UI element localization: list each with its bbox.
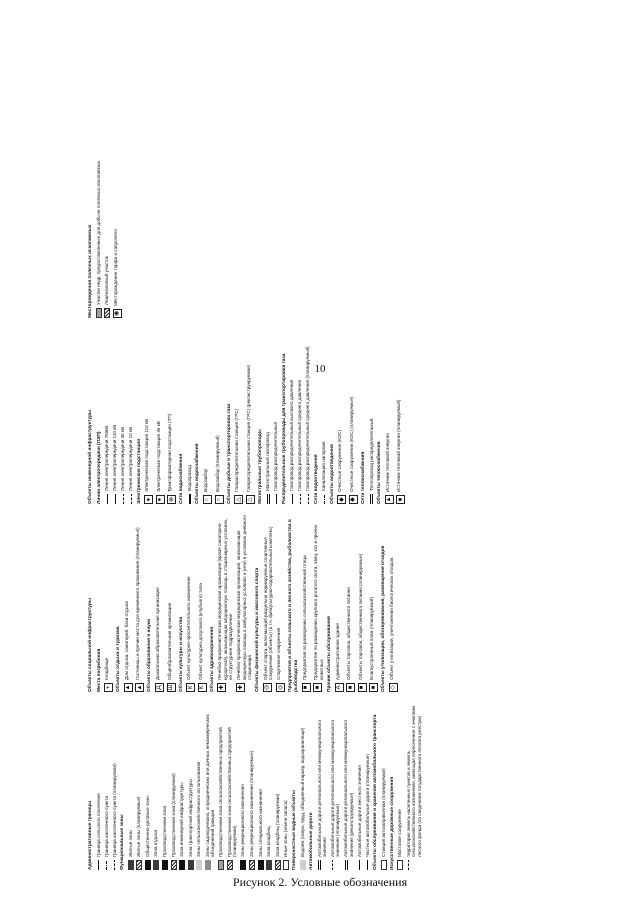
legend-section-heading: Объекты социальной инфраструктуры — [88, 598, 93, 692]
legend-item — [198, 514, 207, 692]
legend-item — [217, 514, 233, 692]
legend-swatch — [106, 860, 107, 870]
legend-swatch — [162, 860, 168, 870]
legend-label: Газопровод распределительный среднего давления — [297, 379, 303, 491]
legend-symbol-icon: А — [335, 683, 344, 692]
legend-label: Жилые зоны — [127, 829, 133, 857]
legend-item — [205, 702, 216, 870]
legend-item — [104, 329, 109, 504]
legend-symbol-icon: ■ — [313, 683, 322, 692]
legend-section-heading: Объекты утилизации, обезвреживания, размещения отходов — [381, 545, 387, 692]
legend-swatch — [276, 494, 277, 504]
legend-section-heading: Месторождения полезных ископаемых — [88, 224, 93, 318]
legend-label: Объекты торговли, общественного питания — [346, 587, 352, 680]
legend-item — [343, 702, 354, 870]
legend-section-heading: Искусственные дорожные сооружения — [389, 776, 395, 870]
legend-item — [236, 514, 252, 692]
legend-symbol-icon: ✚ — [237, 684, 244, 691]
legend-symbol-icon: ● — [144, 495, 153, 504]
legend-symbol-icon: △ — [246, 495, 255, 504]
legend-item — [406, 702, 422, 870]
legend-item — [346, 514, 355, 692]
legend-label: Граница населенного пункта (планируемая) — [111, 763, 117, 857]
legend-swatch — [308, 494, 309, 504]
legend-label: Зоны рекреационного назначения — [240, 784, 246, 857]
legend-label: Граница сельского поселения — [95, 793, 101, 857]
legend-swatch — [153, 860, 159, 870]
legend-item — [153, 702, 159, 870]
legend-label: Линия электропередачи 750кВ — [104, 425, 110, 491]
legend-symbol-icon: ■ — [358, 683, 367, 692]
legend-symbol-icon: ○ — [203, 495, 212, 504]
legend-item — [96, 702, 101, 870]
legend-swatch — [240, 860, 246, 870]
legend-item — [203, 329, 212, 504]
legend-label: Зоны специального назначения — [257, 789, 263, 857]
legend-label: Зоны садоводческих, огороднических или дачных некоммерческих объединений граждан — [204, 714, 216, 857]
legend-item — [369, 514, 378, 692]
legend-label: Источник тепловой энергии (планируемый) — [396, 399, 402, 492]
legend-symbol-icon: ✚ — [218, 684, 225, 691]
legend-section-heading: Линии электропередачи (ЛЭП) — [96, 431, 102, 504]
legend-label: Дом отдыха, санаторий, база отдыха — [123, 601, 129, 680]
legend-column-4 — [85, 160, 124, 318]
legend-symbol-icon: ◆ — [337, 495, 346, 504]
legend-label: Зона транспортной инфраструктуры — [187, 779, 193, 857]
legend-section-heading: Автомобильные дороги — [308, 812, 314, 870]
legend-swatch — [205, 860, 211, 870]
legend-label: Автомобильные дороги регионального или межмуниципального значения (реконструируемые) — [343, 719, 354, 857]
legend-item — [167, 514, 176, 692]
legend-item — [162, 702, 168, 870]
legend-item — [218, 702, 224, 870]
legend-label: Очистные сооружения (КОС) (планируемые) — [348, 396, 354, 492]
legend-label: Водопровод — [186, 465, 192, 491]
legend-label: Объект культурно-досугового (клубного) типа — [197, 583, 203, 680]
legend-section-heading: Административные границы — [88, 800, 93, 870]
legend-item — [321, 329, 326, 504]
legend-item — [297, 329, 302, 504]
legend-symbol-icon: ◎ — [264, 684, 271, 691]
legend-item — [215, 329, 224, 504]
legend-label: Источник тепловой энергии — [384, 433, 390, 492]
legend-swatch — [367, 860, 368, 870]
legend-item — [136, 702, 142, 870]
legend-section-heading: Объекты отдыха и туризма — [116, 626, 122, 692]
legend-item — [265, 329, 270, 504]
legend-item — [258, 702, 264, 870]
legend-item — [120, 329, 125, 504]
legend-item — [227, 702, 238, 870]
legend-item — [313, 514, 324, 692]
legend-section-heading: Функциональные зоны — [120, 814, 125, 870]
legend-swatch — [104, 308, 110, 318]
legend-item — [302, 514, 311, 692]
legend-label: Автомобильные дороги регионального или межмуниципального значения — [316, 719, 327, 857]
legend-label: Участки недр, предоставленные для добычи полезных ископаемых — [95, 160, 101, 305]
legend-item — [283, 702, 289, 870]
legend-label: Автомобильные дороги регионального или межмуниципального значения (планируемые) — [329, 719, 341, 857]
legend-item — [357, 702, 362, 870]
legend-symbol-icon: ■ — [396, 495, 405, 504]
legend-label: Общественно-деловые зоны — [144, 795, 150, 857]
legend-section-heading: Сети водоотведения — [313, 454, 319, 504]
legend-swatch — [136, 860, 142, 870]
legend-section-heading: Объекты водоснабжения — [195, 443, 201, 504]
legend-symbol-icon: ⊗ — [168, 496, 175, 503]
legend-item — [300, 702, 306, 870]
legend-label: Линия электропередачи 35 кВ — [120, 426, 126, 491]
legend-label: Водозабор (планируемый) — [214, 435, 220, 492]
legend-symbol-icon: Ш — [168, 684, 175, 691]
legend-symbol-icon: К — [186, 683, 195, 692]
legend-swatch — [359, 860, 360, 870]
legend-label: Гостиницы и прочие места для временного проживания (планируемые) — [135, 527, 141, 680]
legend-item — [124, 514, 133, 692]
legend-item — [145, 702, 151, 870]
legend-item — [156, 329, 165, 504]
legend-label: Зона отдыха — [153, 830, 159, 857]
legend-symbol-icon: ▲ — [136, 684, 143, 691]
legend-section-heading: Объекты обслуживания и хранения автомобильного транспорта — [373, 714, 379, 870]
legend-item — [188, 702, 194, 870]
legend-label: Кладбище — [104, 657, 110, 680]
legend-item — [128, 329, 133, 504]
legend-label: Производственная зона (планируемая) — [170, 773, 176, 857]
legend-section-heading: Объекты образования и науки — [147, 618, 153, 692]
legend-sheet — [85, 160, 555, 870]
legend-item — [385, 329, 394, 504]
legend-label: Лечебно-профилактическая медицинская организация (кроме санаторно-курортной), оказывающая медицинскую помощь в стационарных условиях, ее структурное подразделение — [217, 518, 234, 680]
legend-section-heading: Предприятия и объекты сельского и лесного хозяйства, рыболовства и рыбоводства — [288, 519, 299, 692]
legend-label: Граница населенного пункта — [103, 796, 109, 857]
legend-label: Частные автомобильные дороги (планируемые) — [364, 754, 370, 857]
legend-label: Газораспределительная станция (ГРС) — [234, 408, 240, 492]
legend-label: Зона кладбищ (планируемая) — [274, 793, 280, 857]
page-number: 10 — [314, 363, 326, 375]
legend-item — [263, 514, 274, 692]
legend-swatch — [397, 860, 403, 870]
legend-section-heading: Электрические подстанции — [136, 438, 142, 504]
legend-label: Газопровод распределительный — [273, 422, 279, 491]
legend-label: Очистные сооружения (КОС) — [337, 430, 343, 492]
legend-label: Производственная зона сельскохозяйственных предприятий (планируемая) — [226, 727, 238, 857]
legend-label: Производственная зона — [161, 805, 167, 857]
legend-swatch — [300, 494, 301, 504]
legend-section-heading: Распределительные трубопроводы для транспортировки газа — [281, 353, 287, 504]
legend-swatch — [408, 860, 409, 870]
legend-swatch — [115, 494, 116, 504]
legend-item — [330, 702, 341, 870]
legend-swatch — [249, 860, 255, 870]
legend-label: Электрическая подстанция 35 кВ — [155, 421, 161, 492]
legend-symbol-icon: ● — [156, 495, 165, 504]
legend-symbol-icon: ■ — [302, 683, 311, 692]
legend-item — [179, 702, 185, 870]
legend-swatch — [258, 860, 264, 870]
legend-label: Газопровод распределительный высокого давления — [289, 379, 295, 491]
legend-label: Спортивное сооружение — [276, 627, 282, 680]
legend-item — [167, 329, 176, 504]
legend-label: Месторождения торфа и сапропеля — [112, 229, 118, 306]
legend-symbol-icon: + — [104, 683, 113, 692]
legend-item — [266, 702, 272, 870]
legend-symbol-icon: Д — [155, 683, 164, 692]
legend-section-heading: Сети водоснабжения — [179, 453, 185, 504]
legend-swatch — [114, 860, 115, 870]
legend-swatch — [370, 494, 373, 504]
legend-swatch — [128, 860, 134, 870]
legend-item — [289, 329, 294, 504]
legend-swatch — [131, 494, 132, 504]
legend-label: Объекты торговли, общественного питания (планируемые) — [357, 553, 363, 680]
legend-label: Водоем (озеро, пруд, обводненный карьер, водохранилище) — [299, 727, 305, 857]
legend-symbol-icon: △ — [234, 495, 243, 504]
legend-item — [305, 329, 310, 504]
legend-label: Станция автозаправочная (планируемая) — [380, 768, 386, 857]
legend-swatch — [179, 860, 185, 870]
legend-item — [358, 514, 367, 692]
legend-item — [397, 702, 403, 870]
legend-label: Предприятие по разведению крупного рогатого скота, овец, коз и прочих животных — [313, 524, 324, 680]
legend-label: Газопровод распределительный среднего давления (планируемый) — [305, 346, 311, 491]
legend-item — [112, 329, 117, 504]
legend-label: Производственная зона сельскохозяйственных предприятий — [218, 727, 224, 857]
legend-swatch — [98, 860, 99, 870]
legend-swatch — [345, 860, 348, 870]
legend-section-heading: Объекты культуры и искусства — [178, 616, 184, 692]
legend-item — [249, 702, 255, 870]
legend-section-heading: Места погребения — [96, 648, 102, 692]
legend-item — [104, 702, 109, 870]
legend-item — [246, 329, 255, 504]
legend-label: Зоны рекреационного назначения (планируемые) — [248, 750, 254, 857]
legend-symbol-icon: К — [198, 683, 207, 692]
legend-item — [104, 514, 113, 692]
legend-swatch — [218, 860, 224, 870]
legend-label: Автомобильные дороги местного значения — [356, 765, 362, 857]
legend-label: Зона кладбищ — [266, 826, 272, 857]
legend-item — [171, 702, 177, 870]
legend-swatch — [171, 860, 177, 870]
legend-item — [276, 514, 285, 692]
legend-item — [135, 514, 144, 692]
legend-label: Канализация напорная — [321, 441, 327, 491]
legend-section-heading: Поверхностные водные объекты — [292, 790, 298, 870]
legend-swatch — [196, 860, 202, 870]
legend-item — [275, 702, 281, 870]
legend-label: Электрическая подстанция 110 кВ — [144, 418, 150, 492]
legend-label: Трансформаторная подстанция (ТП) — [167, 413, 173, 492]
legend-item — [317, 702, 328, 870]
legend-section-heading: Объекты здравоохранения — [209, 626, 215, 692]
legend-section-heading: Объекты физической культуры и массового спорта — [255, 567, 261, 692]
legend-label: Жилые зоны (планируемые) — [136, 796, 142, 857]
legend-swatch — [188, 860, 194, 870]
legend-item — [113, 160, 122, 318]
legend-swatch — [145, 860, 151, 870]
legend-item — [365, 702, 370, 870]
legend-label: Лицензионный участок — [104, 256, 110, 305]
legend-section-heading: Объекты водоотведения — [329, 444, 335, 504]
legend-symbol-icon: ■ — [369, 683, 378, 692]
legend-section-heading: Сети теплоснабжения — [360, 451, 366, 504]
legend-item — [186, 514, 195, 692]
legend-swatch — [266, 860, 272, 870]
legend-item — [396, 329, 405, 504]
legend-swatch — [189, 494, 190, 504]
legend-swatch — [275, 860, 281, 870]
legend-symbol-icon: ◉ — [114, 310, 121, 317]
legend-symbol-icon: ◇ — [389, 683, 398, 692]
legend-label: Лечебно-профилактическая медицинская организация, оказывающая медицинскую помощь в амбулаторных условиях и (или) в условиях дневного стационара — [236, 515, 252, 680]
legend-label: Дошкольная образовательная организация — [154, 587, 160, 680]
legend-item — [155, 514, 164, 692]
legend-swatch — [283, 860, 289, 870]
legend-section-heading: Магистральные трубопроводы — [257, 429, 263, 504]
legend-label: Административное здание — [334, 623, 340, 680]
legend-item — [196, 702, 202, 870]
legend-item — [234, 329, 243, 504]
legend-item — [349, 329, 358, 504]
legend-label: Благоустроенный пляж (планируемый) — [369, 596, 375, 680]
legend-item — [128, 702, 134, 870]
legend-symbol-icon: ◆ — [349, 495, 358, 504]
legend-label: Магистральный газопровод — [265, 432, 271, 491]
figure-caption: Рисунок 2. Условные обозначения — [232, 875, 408, 889]
legend-label: Объект утилизации, уничтожения биологических отходов — [388, 557, 394, 680]
legend-section-heading: Прочие объекты обслуживания — [326, 616, 332, 692]
legend-label: Объект спорта, включающий раздельно нормируемые спортивные сооружения (объекты) (в т.ч. физкультурно-оздоровительный комплекс) — [262, 526, 274, 680]
legend-item — [104, 160, 110, 318]
legend-label: Водозабор — [202, 468, 208, 492]
legend-item — [96, 160, 102, 318]
legend-label: Теплопровод распределительный — [368, 418, 374, 491]
legend-swatch — [324, 494, 325, 504]
legend-label: Газораспределительная станция (ГРС) (реконструируемая) — [245, 364, 251, 492]
legend-section-heading: Объекты инженерной инфраструктуры — [88, 409, 93, 504]
legend-swatch — [96, 308, 102, 318]
legend-label: Зоны сельскохозяйственного использования — [196, 761, 202, 857]
legend-swatch — [300, 860, 306, 870]
legend-label: Зона инженерной инфраструктуры — [179, 782, 185, 857]
legend-swatch — [292, 494, 293, 504]
legend-label: Линия электропередачи 10 кВ — [128, 426, 134, 491]
legend-item — [187, 329, 192, 504]
legend-label: Предприятия по разведению сельскохозяйственной птицы — [301, 554, 307, 680]
legend-symbol-icon: ▲ — [125, 684, 132, 691]
legend-swatch — [332, 860, 333, 870]
legend-swatch — [318, 860, 321, 870]
legend-column-1 — [85, 702, 425, 870]
legend-label: Объект культурно-просветительного назначения — [186, 576, 192, 680]
legend-label: территория земель населенных пунктов и земель сельскохозяйственного назначения, имеющая пересечение с землями лесного фонда (по сведениям государственного лесного реестра) — [405, 706, 422, 857]
legend-item — [369, 329, 374, 504]
legend-item — [240, 702, 246, 870]
legend-section-heading: Объекты теплоснабжения — [376, 441, 382, 504]
legend-item — [389, 514, 398, 692]
legend-swatch — [123, 494, 124, 504]
legend-label: Линия электропередачи 110 кВ — [112, 424, 118, 491]
legend-item — [381, 702, 387, 870]
legend-swatch — [107, 494, 108, 504]
legend-label: Иные зоны (земли запаса) — [283, 800, 289, 857]
legend-symbol-icon: ○ — [215, 495, 224, 504]
legend-symbol-icon: ◎ — [277, 684, 284, 691]
legend-column-2 — [85, 514, 401, 692]
legend-item — [335, 514, 344, 692]
legend-item — [273, 329, 278, 504]
legend-swatch — [267, 494, 270, 504]
legend-item — [144, 329, 153, 504]
legend-column-3 — [85, 329, 408, 504]
legend-label: Мостовое сооружение — [397, 809, 403, 857]
legend-item — [112, 702, 117, 870]
legend-item — [337, 329, 346, 504]
legend-symbol-icon: ■ — [346, 683, 355, 692]
legend-swatch — [227, 860, 233, 870]
legend-label: Общеобразовательная организация — [166, 602, 172, 680]
legend-section-heading: Объекты добычи и транспортировки газа — [226, 403, 232, 504]
legend-symbol-icon: ▲ — [386, 496, 393, 503]
legend-swatch — [381, 860, 387, 870]
